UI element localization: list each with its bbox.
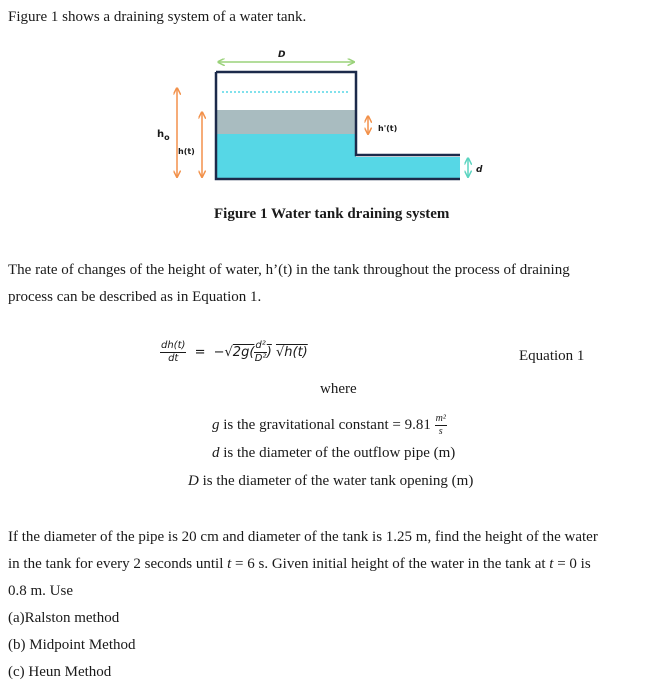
equation-1: $\frac{dh(t)}{dt}$ = −√2g( $\frac{\text{d²}}{\text{D²}}$ ) √h(t) [161, 340, 308, 364]
question-line3: 0.8 m. Use [8, 583, 73, 599]
method-midpoint: (b) Midpoint Method [8, 637, 136, 653]
para1-line1: The rate of changes of the height of water, h’(t) in the tank throughout the process of draining [8, 262, 570, 278]
para1-line2: process can be described as in Equation 1. [8, 289, 262, 305]
label-ht: h(t) [178, 147, 195, 156]
figure-caption: Figure 1 Water tank draining system [214, 206, 450, 222]
def-d: d is the diameter of the outflow pipe (m) [212, 445, 456, 461]
eq-lhs-fraction: $\frac{dh(t)}{dt}$ [161, 340, 186, 364]
method-ralston: (a)Ralston method [8, 610, 120, 626]
def-g: g is the gravitational constant = 9.81 $\frac{\text{m²}}{s}$ [212, 413, 446, 437]
question-line1: If the diameter of the pipe is 20 cm and diameter of the tank is 1.25 m, find the height of the water [8, 529, 598, 545]
question-line2: in the tank for every 2 seconds until t = 6 s. Given initial height of the water in the tank at t = 0 is [8, 556, 591, 572]
g-unit-fraction: $\frac{\text{m²}}{s}$ [435, 413, 446, 437]
equation-label: Equation 1 [519, 348, 585, 364]
method-heun: (c) Heun Method [8, 664, 112, 680]
where-text: where [320, 381, 357, 397]
intro-text: Figure 1 shows a draining system of a water tank. [8, 9, 307, 25]
pipe-water [356, 157, 460, 178]
tank-air-layer [216, 110, 356, 134]
label-hprime: h'(t) [378, 124, 398, 133]
label-h0: $h_o$ [157, 129, 170, 142]
tank-water [216, 134, 356, 178]
def-D: D is the diameter of the water tank opening (m) [188, 473, 474, 489]
eq-ratio-fraction: $\frac{\text{d²}}{\text{D²}}$ [254, 340, 267, 364]
label-D: D [278, 50, 286, 60]
label-d: d [476, 165, 483, 175]
